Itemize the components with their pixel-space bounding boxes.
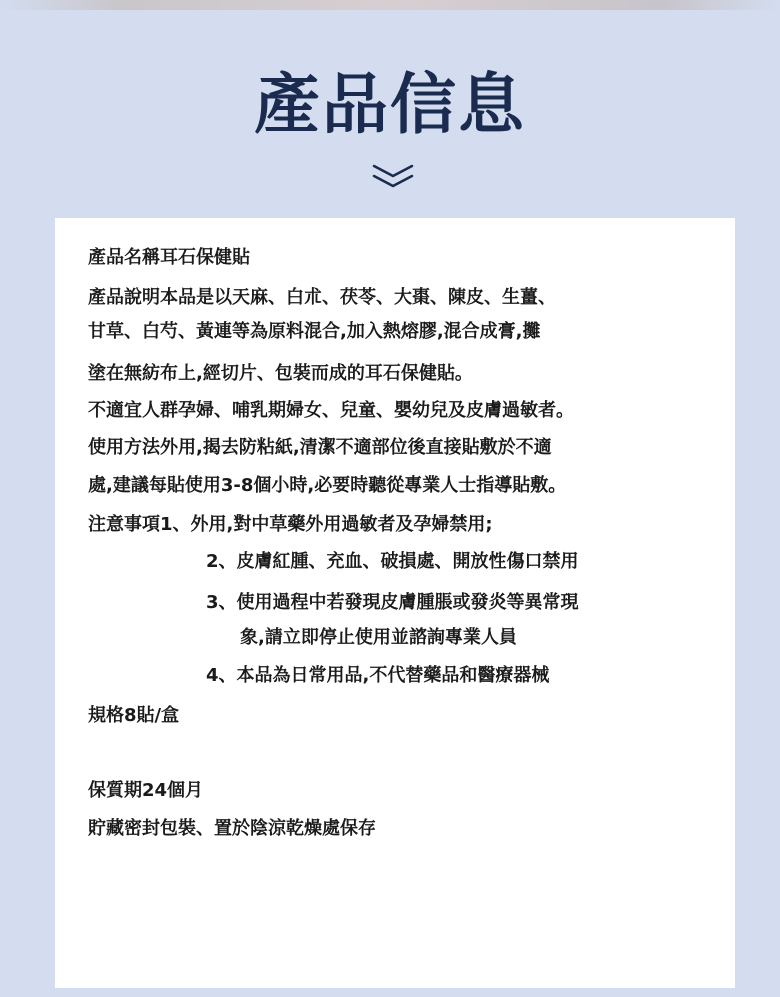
storage-instructions: 貯藏密封包裝、置於陰涼乾燥處保存 <box>88 818 376 839</box>
precautions-item-2: 2、皮膚紅腫、充血、破損處、開放性傷口禁用 <box>206 551 579 572</box>
precautions-item-1: 注意事項1、外用,對中草藥外用過敏者及孕婦禁用; <box>88 514 493 535</box>
precautions-item-3-line-1: 3、使用過程中若發現皮膚腫脹或發炎等異常現 <box>206 592 579 613</box>
page-title: 產品信息 <box>254 66 526 143</box>
usage-line-2: 處,建議每貼使用3-8個小時,必要時聽從專業人士指導貼敷。 <box>88 475 567 496</box>
top-image-strip <box>0 0 780 10</box>
product-description-line-3: 塗在無紡布上,經切片、包裝而成的耳石保健貼。 <box>88 363 473 384</box>
double-chevron-down-icon <box>370 162 416 192</box>
specification: 規格8貼/盒 <box>88 705 180 726</box>
precautions-item-3-line-2: 象,請立即停止使用並諮詢專業人員 <box>240 627 517 648</box>
unsuitable-population: 不適宜人群孕婦、哺乳期婦女、兒童、嬰幼兒及皮膚過敏者。 <box>88 400 574 421</box>
product-name: 產品名稱耳石保健貼 <box>88 247 250 268</box>
shelf-life: 保質期24個月 <box>88 780 204 801</box>
precautions-item-4: 4、本品為日常用品,不代替藥品和醫療器械 <box>206 665 550 686</box>
product-description-line-2: 甘草、白芍、黃連等為原料混合,加入熱熔膠,混合成膏,攤 <box>88 321 541 342</box>
usage-line-1: 使用方法外用,揭去防粘紙,清潔不適部位後直接貼敷於不適 <box>88 437 552 458</box>
product-description-line-1: 產品說明本品是以天麻、白朮、茯苓、大棗、陳皮、生薑、 <box>88 287 556 308</box>
